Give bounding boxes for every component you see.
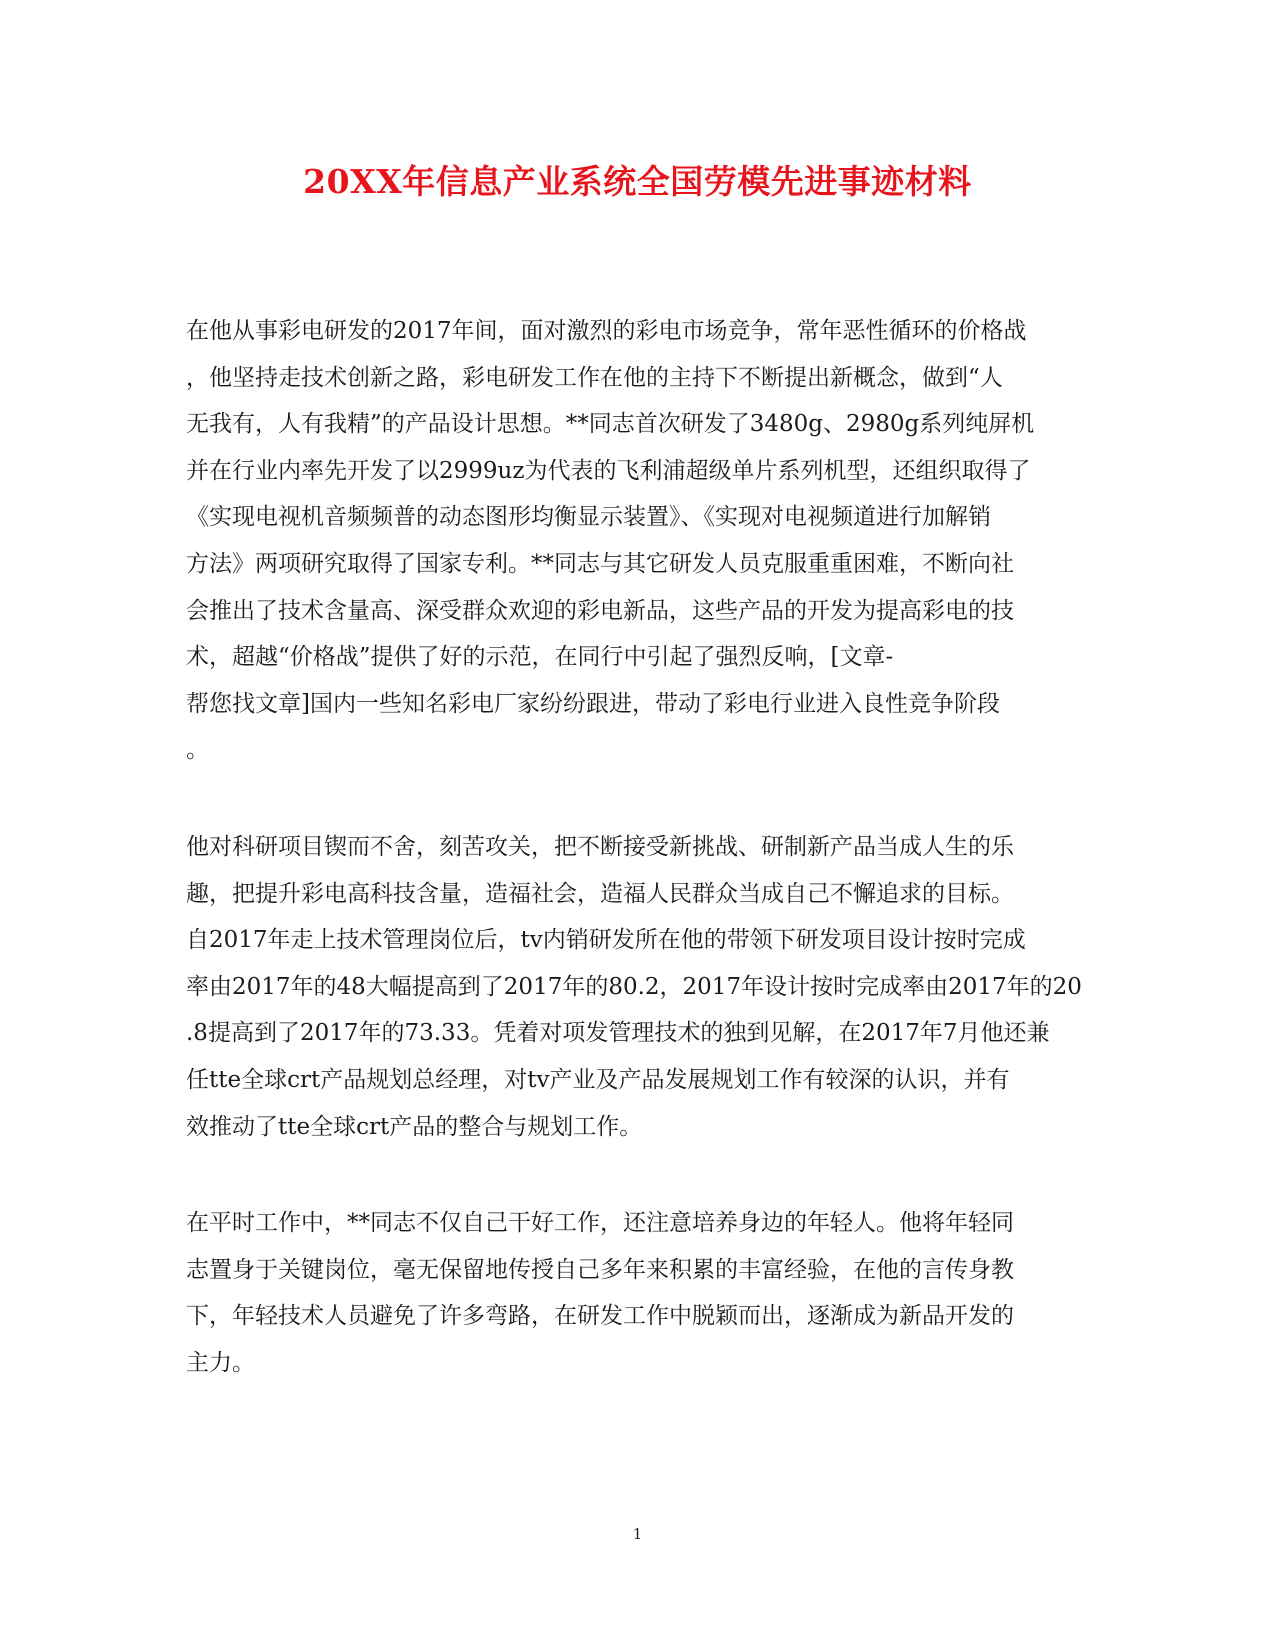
document-body [186, 308, 1090, 1436]
paragraph-line: 率由2017年的48大幅提高到了2017年的80.2，2017年设计按时完成率由2017年的20 [186, 973, 1082, 1000]
paragraph-line: 帮您找文章]国内一些知名彩电厂家纷纷跟进，带动了彩电行业进入良性竞争阶段 [186, 690, 1000, 717]
paragraph-line: 他对科研项目锲而不舍，刻苦攻关，把不断接受新挑战、研制新产品当成人生的乐 [186, 833, 1014, 860]
paragraph-line: 下，年轻技术人员避免了许多弯路，在研发工作中脱颖而出，逐渐成为新品开发的 [186, 1303, 1014, 1330]
paragraph-1 [186, 308, 1090, 774]
paragraph-3 [186, 1200, 1090, 1386]
paragraph-line: 《实现电视机音频频普的动态图形均衡显示装置》、《实现对电视频道进行加解销 [186, 504, 991, 531]
paragraph-line: 。 [186, 737, 209, 764]
paragraph-2 [186, 824, 1090, 1150]
paragraph-line: 效推动了tte全球crt产品的整合与规划工作。 [186, 1113, 643, 1140]
paragraph-line: ，他坚持走技术创新之路，彩电研发工作在他的主持下不断提出新概念，做到“人 [186, 364, 1003, 391]
paragraph-line: .8提高到了2017年的73.33。凭着对项发管理技术的独到见解，在2017年7月他还兼 [186, 1020, 1050, 1047]
paragraph-line: 自2017年走上技术管理岗位后，tv内销研发所在他的带领下研发项目设计按时完成 [186, 927, 1026, 954]
paragraph-line: 术，超越“价格战”提供了好的示范，在同行中引起了强烈反响，[文章- [186, 644, 894, 671]
paragraph-line: 任tte全球crt产品规划总经理，对tv产业及产品发展规划工作有较深的认识，并有 [186, 1066, 1010, 1093]
paragraph-line: 趣，把提升彩电高科技含量，造福社会，造福人民群众当成自己不懈追求的目标。 [186, 880, 1014, 907]
paragraph-line: 志置身于关键岗位，毫无保留地传授自己多年来积累的丰富经验，在他的言传身教 [186, 1256, 1014, 1283]
paragraph-line: 在他从事彩电研发的2017年间，面对激烈的彩电市场竞争，常年恶性循环的价格战 [186, 318, 1027, 344]
paragraph-line: 在平时工作中，**同志不仅自己干好工作，还注意培养身边的年轻人。他将年轻同 [186, 1210, 1014, 1237]
paragraph-line: 会推出了技术含量高、深受群众欢迎的彩电新品，这些产品的开发为提高彩电的技 [186, 597, 1014, 624]
paragraph-line: 方法》两项研究取得了国家专利。**同志与其它研发人员克服重重困难，不断向社 [186, 550, 1014, 577]
document-title: 20XX年信息产业系统全国劳模先进事迹材料 [303, 162, 972, 201]
paragraph-line: 并在行业内率先开发了以2999uz为代表的飞利浦超级单片系列机型，还组织取得了 [186, 457, 1031, 484]
paragraph-line: 无我有，人有我精”的产品设计思想。**同志首次研发了3480g、2980g系列纯屏机 [186, 411, 1035, 438]
paragraph-line: 主力。 [186, 1349, 255, 1376]
page-number: 1 [632, 1525, 643, 1543]
